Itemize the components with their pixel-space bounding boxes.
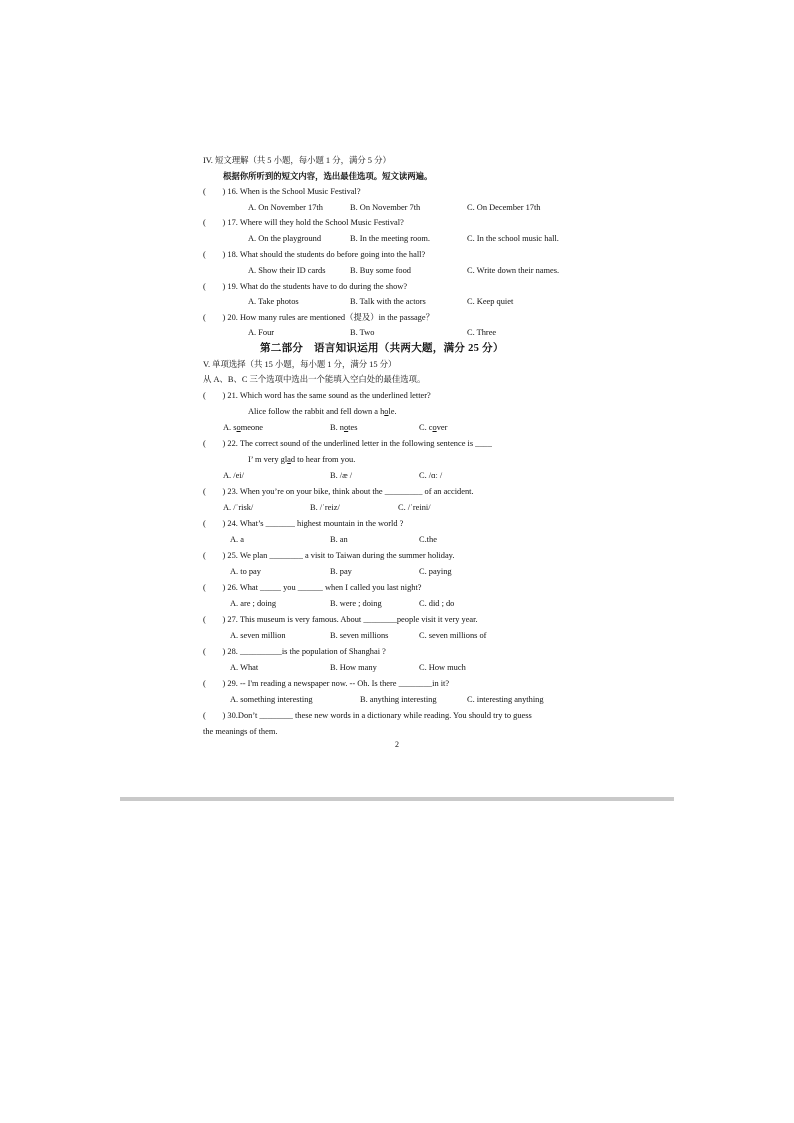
option-c: C. In the school music hall. bbox=[467, 233, 559, 243]
section-4-title: IV. 短文理解（共 5 小题，每小题 1 分，满分 5 分） bbox=[203, 156, 391, 165]
option-b: B. /ˈreiz/ bbox=[310, 502, 340, 512]
question-22: ( ) 22. The correct sound of the underlined letter in the following sentence is ____ bbox=[203, 438, 492, 448]
question-20-options bbox=[203, 325, 603, 341]
option-a: A. something interesting bbox=[230, 694, 313, 704]
option-a: A. On the playground bbox=[248, 233, 322, 243]
question-30-continued: the meanings of them. bbox=[203, 726, 278, 736]
question-27-options bbox=[203, 628, 603, 644]
question-22-sentence bbox=[203, 452, 603, 468]
section-5-title: V. 单项选择（共 15 小题，每小题 1 分，满分 15 分） bbox=[203, 359, 397, 369]
question-20: ( ) 20. How many rules are mentioned（提及）in the passage？ bbox=[203, 312, 434, 322]
question-16: ( ) 16. When is the School Music Festival? bbox=[203, 187, 361, 197]
question-21-sentence bbox=[203, 404, 603, 420]
option-a: A. to pay bbox=[230, 566, 261, 576]
part-2-title: 第二部分 语言知识运用（共两大题，满分 25 分） bbox=[260, 342, 504, 354]
question-29: ( ) 29. -- I'm reading a newspaper now. -- Oh. Is there ________in it? bbox=[203, 678, 450, 688]
page-divider bbox=[120, 797, 674, 801]
option-c: C. How much bbox=[419, 662, 466, 672]
option-b: B. Two bbox=[350, 328, 375, 338]
option-b: B. Buy some food bbox=[350, 265, 411, 275]
section-4-instruction: 根据你所听到的短文内容，选出最佳选项。短文读两遍。 bbox=[223, 171, 433, 181]
option-b: B. an bbox=[330, 534, 348, 544]
question-26: ( ) 26. What _____ you ______ when I called you last night? bbox=[203, 582, 422, 592]
option-b: B. Talk with the actors bbox=[350, 297, 426, 307]
exam-content bbox=[203, 153, 603, 740]
sentence-text: I’ m very gl bbox=[248, 454, 288, 464]
sentence-text: d to hear from you. bbox=[290, 454, 356, 464]
underlined-letter: a bbox=[287, 454, 291, 464]
question-23: ( ) 23. When you’re on your bike, think about the _________ of an accident. bbox=[203, 486, 474, 496]
underlined-letter: o bbox=[384, 406, 389, 416]
option-a: A. /ˈrisk/ bbox=[223, 502, 254, 512]
option-c: C.the bbox=[419, 534, 437, 544]
option-a: A. On November 17th bbox=[248, 202, 323, 212]
option-a: A. a bbox=[230, 534, 244, 544]
option-c: C. did ; do bbox=[419, 598, 455, 608]
option-c: C. Keep quiet bbox=[467, 297, 514, 307]
option-a: A. seven million bbox=[230, 630, 286, 640]
question-24-options bbox=[203, 532, 603, 548]
option-c: C. seven millions of bbox=[419, 630, 487, 640]
question-29-options bbox=[203, 692, 603, 708]
question-18: ( ) 18. What should the students do before going into the hall? bbox=[203, 249, 426, 259]
question-28: ( ) 28. __________is the population of Shanghai ? bbox=[203, 646, 386, 656]
question-22-options bbox=[203, 468, 603, 484]
question-28-options bbox=[203, 660, 603, 676]
page-number: 2 bbox=[395, 740, 399, 749]
option-c: C. /ˈreini/ bbox=[398, 502, 431, 512]
question-16-options bbox=[203, 200, 603, 216]
option-b: B. were ; doing bbox=[330, 598, 382, 608]
option-a: A. Four bbox=[248, 328, 275, 338]
option-c: C. cover bbox=[419, 422, 448, 432]
question-19-options bbox=[203, 294, 603, 310]
option-b: B. /æ / bbox=[330, 470, 353, 480]
question-30: ( ) 30.Don’t ________ these new words in a dictionary while reading. You should try to guess bbox=[203, 710, 532, 720]
option-b: B. anything interesting bbox=[360, 694, 437, 704]
option-c: C. On December 17th bbox=[467, 202, 541, 212]
option-a: A. What bbox=[230, 662, 259, 672]
question-25-options bbox=[203, 564, 603, 580]
question-19: ( ) 19. What do the students have to do during the show? bbox=[203, 281, 408, 291]
question-17: ( ) 17. Where will they hold the School Music Festival? bbox=[203, 218, 404, 228]
option-a: A. Take photos bbox=[248, 297, 299, 307]
option-b: B. notes bbox=[330, 422, 358, 432]
option-a: A. are ; doing bbox=[230, 598, 277, 608]
sentence-text: Alice follow the rabbit and fell down a h bbox=[248, 406, 385, 416]
question-17-options bbox=[203, 231, 603, 247]
option-c: C. /ɑː / bbox=[419, 470, 443, 480]
option-a: A. someone bbox=[223, 422, 264, 432]
option-c: C. Three bbox=[467, 328, 497, 338]
question-21: ( ) 21. Which word has the same sound as the underlined letter? bbox=[203, 390, 431, 400]
option-b: B. On November 7th bbox=[350, 202, 421, 212]
question-27: ( ) 27. This museum is very famous. About ________people visit it very year. bbox=[203, 614, 478, 624]
question-18-options bbox=[203, 263, 603, 279]
option-a: A. Show their ID cards bbox=[248, 265, 326, 275]
option-c: C. paying bbox=[419, 566, 452, 576]
question-24: ( ) 24. What’s _______ highest mountain in the world ? bbox=[203, 518, 404, 528]
option-a: A. /ei/ bbox=[223, 470, 244, 480]
option-b: B. pay bbox=[330, 566, 352, 576]
option-b: B. How many bbox=[330, 662, 377, 672]
question-23-options bbox=[203, 500, 603, 516]
sentence-text: le. bbox=[388, 406, 397, 416]
question-21-options bbox=[203, 420, 603, 436]
option-c: C. interesting anything bbox=[467, 694, 544, 704]
section-5-instruction: 从 A、B、C 三个选项中选出一个能填入空白处的最佳选项。 bbox=[203, 375, 426, 385]
question-26-options bbox=[203, 596, 603, 612]
question-25: ( ) 25. We plan ________ a visit to Taiwan during the summer holiday. bbox=[203, 550, 455, 560]
option-b: B. seven millions bbox=[330, 630, 389, 640]
option-b: B. In the meeting room. bbox=[350, 233, 431, 243]
option-c: C. Write down their names. bbox=[467, 265, 560, 275]
